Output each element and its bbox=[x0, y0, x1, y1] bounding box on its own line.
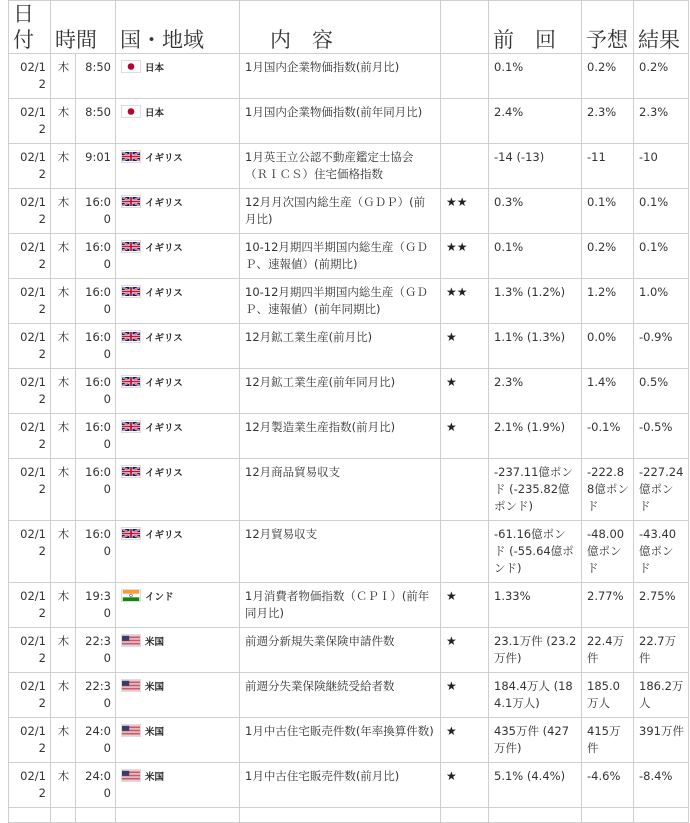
importance-stars: ★ bbox=[441, 583, 489, 628]
forecast-value: -4.6% bbox=[582, 763, 634, 808]
us-flag-icon bbox=[121, 769, 141, 782]
date-cell: 02/12 bbox=[9, 234, 51, 279]
uk-flag-icon bbox=[121, 150, 141, 163]
importance-stars: ★ bbox=[441, 628, 489, 673]
country-name: イギリス bbox=[145, 153, 183, 164]
date-cell: 02/12 bbox=[9, 628, 51, 673]
date-cell: 02/12 bbox=[9, 369, 51, 414]
uk-flag-icon bbox=[121, 285, 141, 298]
date-cell: 02/12 bbox=[9, 324, 51, 369]
result-value: 2.3% bbox=[634, 99, 689, 144]
weekday-cell: 木 bbox=[51, 324, 76, 369]
table-row bbox=[9, 234, 689, 279]
header-result: 結果 bbox=[634, 1, 689, 54]
table-row bbox=[9, 763, 689, 808]
forecast-value: 185.0万人 bbox=[582, 673, 634, 718]
table-row bbox=[9, 414, 689, 459]
date-cell: 02/12 bbox=[9, 521, 51, 583]
country-cell bbox=[116, 521, 240, 583]
country-name: イギリス bbox=[145, 468, 183, 479]
country-cell bbox=[116, 673, 240, 718]
previous-value: 5.1% (4.4%) bbox=[489, 763, 582, 808]
forecast-value: -222.88億ポンド bbox=[582, 459, 634, 521]
time-cell: 24:00 bbox=[76, 763, 116, 808]
country-name: イギリス bbox=[145, 333, 183, 344]
content-cell: 12月商品貿易収支 bbox=[240, 459, 441, 521]
uk-flag-icon bbox=[121, 240, 141, 253]
content-cell: 1月中古住宅販売件数(年率換算件数) bbox=[240, 718, 441, 763]
content-cell: 10-12月期四半期国内総生産（ＧＤＰ、速報値）(前年同期比) bbox=[240, 279, 441, 324]
importance-stars: ★★ bbox=[441, 279, 489, 324]
previous-value: 23.1万件 (23.2万件) bbox=[489, 628, 582, 673]
content-cell: 12月鉱工業生産(前月比) bbox=[240, 324, 441, 369]
content-cell: 10-12月期四半期国内総生産（ＧＤＰ、速報値）(前期比) bbox=[240, 234, 441, 279]
country-cell bbox=[116, 324, 240, 369]
date-cell: 02/12 bbox=[9, 279, 51, 324]
header-stars bbox=[441, 1, 489, 54]
weekday-cell: 木 bbox=[51, 414, 76, 459]
result-value: 0.5% bbox=[634, 369, 689, 414]
content-cell: 1月国内企業物価指数(前年同月比) bbox=[240, 99, 441, 144]
previous-value: 1.33% bbox=[489, 583, 582, 628]
previous-value: 0.1% bbox=[489, 234, 582, 279]
weekday-cell: 木 bbox=[51, 763, 76, 808]
weekday-cell: 木 bbox=[51, 628, 76, 673]
country-cell bbox=[116, 718, 240, 763]
uk-flag-icon bbox=[121, 420, 141, 433]
empty-cell bbox=[51, 808, 76, 823]
result-value: 391万件 bbox=[634, 718, 689, 763]
japan-flag-icon bbox=[121, 60, 141, 73]
header-date: 日付 bbox=[9, 1, 51, 54]
content-cell: 1月消費者物価指数（ＣＰＩ）(前年同月比) bbox=[240, 583, 441, 628]
header-forecast: 予想 bbox=[582, 1, 634, 54]
country-name: 米国 bbox=[145, 682, 165, 693]
importance-stars bbox=[441, 459, 489, 521]
weekday-cell: 木 bbox=[51, 189, 76, 234]
weekday-cell: 木 bbox=[51, 369, 76, 414]
weekday-cell: 木 bbox=[51, 144, 76, 189]
header-content: 内 容 bbox=[240, 1, 441, 54]
forecast-value: 1.2% bbox=[582, 279, 634, 324]
previous-value: 2.3% bbox=[489, 369, 582, 414]
weekday-cell: 木 bbox=[51, 718, 76, 763]
importance-stars bbox=[441, 521, 489, 583]
date-cell: 02/12 bbox=[9, 99, 51, 144]
result-value: -8.4% bbox=[634, 763, 689, 808]
uk-flag-icon bbox=[121, 375, 141, 388]
previous-value: 1.3% (1.2%) bbox=[489, 279, 582, 324]
content-cell: 12月貿易収支 bbox=[240, 521, 441, 583]
country-cell bbox=[116, 54, 240, 99]
country-name: イギリス bbox=[145, 378, 183, 389]
forecast-value: 2.3% bbox=[582, 99, 634, 144]
country-name: 米国 bbox=[145, 727, 165, 738]
result-value: 2.75% bbox=[634, 583, 689, 628]
time-cell: 9:01 bbox=[76, 144, 116, 189]
country-name: イギリス bbox=[145, 530, 183, 541]
empty-cell bbox=[634, 808, 689, 823]
country-name: イギリス bbox=[145, 288, 183, 299]
table-row bbox=[9, 189, 689, 234]
country-name: 米国 bbox=[145, 637, 165, 648]
us-flag-icon bbox=[121, 724, 141, 737]
country-cell bbox=[116, 189, 240, 234]
date-cell: 02/12 bbox=[9, 414, 51, 459]
content-cell: 12月月次国内総生産（ＧＤＰ）(前月比) bbox=[240, 189, 441, 234]
table-row bbox=[9, 369, 689, 414]
time-cell: 16:00 bbox=[76, 279, 116, 324]
date-cell: 02/12 bbox=[9, 54, 51, 99]
country-cell bbox=[116, 763, 240, 808]
table-row bbox=[9, 628, 689, 673]
date-cell: 02/12 bbox=[9, 189, 51, 234]
india-flag-icon bbox=[121, 589, 141, 602]
table-row bbox=[9, 279, 689, 324]
date-cell: 02/12 bbox=[9, 673, 51, 718]
us-flag-icon bbox=[121, 679, 141, 692]
country-cell bbox=[116, 99, 240, 144]
content-cell: 12月製造業生産指数(前月比) bbox=[240, 414, 441, 459]
country-cell bbox=[116, 583, 240, 628]
time-cell: 16:00 bbox=[76, 459, 116, 521]
time-cell: 16:00 bbox=[76, 369, 116, 414]
importance-stars bbox=[441, 54, 489, 99]
uk-flag-icon bbox=[121, 330, 141, 343]
date-cell: 02/12 bbox=[9, 459, 51, 521]
empty-cell bbox=[9, 808, 51, 823]
date-cell: 02/12 bbox=[9, 583, 51, 628]
importance-stars: ★ bbox=[441, 673, 489, 718]
forecast-value: 415万件 bbox=[582, 718, 634, 763]
time-cell: 16:00 bbox=[76, 324, 116, 369]
weekday-cell: 木 bbox=[51, 234, 76, 279]
table-row bbox=[9, 521, 689, 583]
time-cell: 16:00 bbox=[76, 414, 116, 459]
table-row bbox=[9, 144, 689, 189]
country-cell bbox=[116, 279, 240, 324]
us-flag-icon bbox=[121, 634, 141, 647]
table-row bbox=[9, 673, 689, 718]
time-cell: 16:00 bbox=[76, 521, 116, 583]
result-value: -227.24億ポンド bbox=[634, 459, 689, 521]
previous-value: -61.16億ポンド (-55.64億ポンド) bbox=[489, 521, 582, 583]
forecast-value: 22.4万件 bbox=[582, 628, 634, 673]
weekday-cell: 木 bbox=[51, 279, 76, 324]
empty-cell bbox=[441, 808, 489, 823]
forecast-value: 0.2% bbox=[582, 234, 634, 279]
importance-stars: ★★ bbox=[441, 234, 489, 279]
previous-value: -237.11億ポンド (-235.82億ポンド) bbox=[489, 459, 582, 521]
table-row bbox=[9, 459, 689, 521]
time-cell: 16:00 bbox=[76, 234, 116, 279]
content-cell: 12月鉱工業生産(前年同月比) bbox=[240, 369, 441, 414]
time-cell: 22:30 bbox=[76, 628, 116, 673]
result-value: -0.9% bbox=[634, 324, 689, 369]
forecast-value: 0.2% bbox=[582, 54, 634, 99]
forecast-value: -48.00億ポンド bbox=[582, 521, 634, 583]
previous-value: 184.4万人 (184.1万人) bbox=[489, 673, 582, 718]
time-cell: 19:30 bbox=[76, 583, 116, 628]
country-name: イギリス bbox=[145, 423, 183, 434]
country-cell bbox=[116, 414, 240, 459]
importance-stars: ★ bbox=[441, 763, 489, 808]
importance-stars bbox=[441, 144, 489, 189]
weekday-cell: 木 bbox=[51, 54, 76, 99]
empty-cell bbox=[240, 808, 441, 823]
time-cell: 24:00 bbox=[76, 718, 116, 763]
time-cell: 8:50 bbox=[76, 54, 116, 99]
previous-value: 2.4% bbox=[489, 99, 582, 144]
result-value: 0.1% bbox=[634, 189, 689, 234]
result-value: -0.5% bbox=[634, 414, 689, 459]
result-value: 186.2万人 bbox=[634, 673, 689, 718]
previous-value: 0.3% bbox=[489, 189, 582, 234]
forecast-value: 0.1% bbox=[582, 189, 634, 234]
economic-calendar-table bbox=[8, 0, 689, 823]
country-cell bbox=[116, 144, 240, 189]
header-prev: 前 回 bbox=[489, 1, 582, 54]
country-name: イギリス bbox=[145, 243, 183, 254]
forecast-value: -11 bbox=[582, 144, 634, 189]
empty-cell bbox=[582, 808, 634, 823]
empty-cell bbox=[489, 808, 582, 823]
uk-flag-icon bbox=[121, 195, 141, 208]
forecast-value: 2.77% bbox=[582, 583, 634, 628]
time-cell: 8:50 bbox=[76, 99, 116, 144]
country-cell bbox=[116, 459, 240, 521]
content-cell: 1月国内企業物価指数(前月比) bbox=[240, 54, 441, 99]
result-value: 0.1% bbox=[634, 234, 689, 279]
result-value: -43.40億ポンド bbox=[634, 521, 689, 583]
previous-value: 0.1% bbox=[489, 54, 582, 99]
previous-value: 435万件 (427万件) bbox=[489, 718, 582, 763]
empty-cell bbox=[116, 808, 240, 823]
previous-value: -14 (-13) bbox=[489, 144, 582, 189]
time-cell: 16:00 bbox=[76, 189, 116, 234]
forecast-value: -0.1% bbox=[582, 414, 634, 459]
uk-flag-icon bbox=[121, 465, 141, 478]
date-cell: 02/12 bbox=[9, 763, 51, 808]
importance-stars: ★ bbox=[441, 414, 489, 459]
importance-stars: ★ bbox=[441, 718, 489, 763]
empty-cell bbox=[76, 808, 116, 823]
importance-stars: ★ bbox=[441, 369, 489, 414]
weekday-cell: 木 bbox=[51, 459, 76, 521]
table-row bbox=[9, 718, 689, 763]
country-name: 米国 bbox=[145, 772, 165, 783]
weekday-cell: 木 bbox=[51, 521, 76, 583]
country-name: インド bbox=[145, 592, 174, 603]
country-name: 日本 bbox=[145, 108, 165, 119]
country-cell bbox=[116, 369, 240, 414]
table-row bbox=[9, 54, 689, 99]
header-country: 国・地域 bbox=[116, 1, 240, 54]
weekday-cell: 木 bbox=[51, 673, 76, 718]
result-value: -10 bbox=[634, 144, 689, 189]
importance-stars: ★★ bbox=[441, 189, 489, 234]
country-name: 日本 bbox=[145, 63, 165, 74]
japan-flag-icon bbox=[121, 105, 141, 118]
table-row-partial bbox=[9, 808, 689, 823]
previous-value: 2.1% (1.9%) bbox=[489, 414, 582, 459]
country-cell bbox=[116, 628, 240, 673]
importance-stars: ★ bbox=[441, 324, 489, 369]
result-value: 1.0% bbox=[634, 279, 689, 324]
table-row bbox=[9, 583, 689, 628]
header-row bbox=[9, 1, 689, 54]
uk-flag-icon bbox=[121, 527, 141, 540]
content-cell: 前週分新規失業保険申請件数 bbox=[240, 628, 441, 673]
time-cell: 22:30 bbox=[76, 673, 116, 718]
content-cell: 前週分失業保険継続受給者数 bbox=[240, 673, 441, 718]
header-time: 時間 bbox=[51, 1, 116, 54]
content-cell: 1月中古住宅販売件数(前月比) bbox=[240, 763, 441, 808]
date-cell: 02/12 bbox=[9, 718, 51, 763]
result-value: 22.7万件 bbox=[634, 628, 689, 673]
weekday-cell: 木 bbox=[51, 583, 76, 628]
forecast-value: 1.4% bbox=[582, 369, 634, 414]
previous-value: 1.1% (1.3%) bbox=[489, 324, 582, 369]
date-cell: 02/12 bbox=[9, 144, 51, 189]
table-row bbox=[9, 99, 689, 144]
weekday-cell: 木 bbox=[51, 99, 76, 144]
table-row bbox=[9, 324, 689, 369]
content-cell: 1月英王立公認不動産鑑定士協会（ＲＩＣＳ）住宅価格指数 bbox=[240, 144, 441, 189]
forecast-value: 0.0% bbox=[582, 324, 634, 369]
result-value: 0.2% bbox=[634, 54, 689, 99]
importance-stars bbox=[441, 99, 489, 144]
country-cell bbox=[116, 234, 240, 279]
country-name: イギリス bbox=[145, 198, 183, 209]
